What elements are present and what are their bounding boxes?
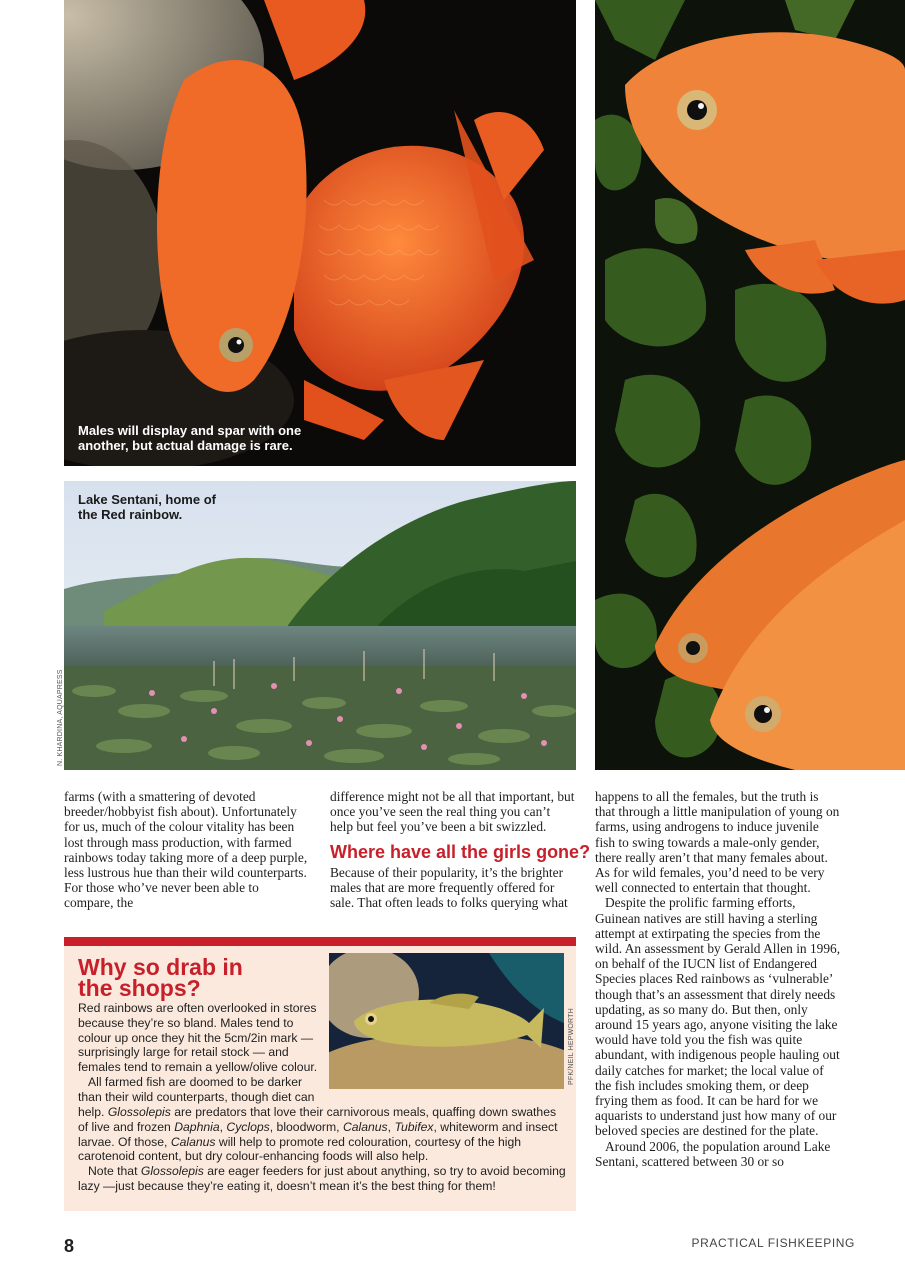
- caption-line: Males will display and spar with one: [78, 423, 302, 438]
- food-name: Tubifex: [394, 1119, 434, 1134]
- caption-line: the Red rainbow.: [78, 507, 183, 522]
- body-paragraph: happens to all the females, but the truth is that through a little manipulation of young on farms, using androgens to induce juvenile fish to swing towards a male-only gender, there really aren’t that many females about. As for wild females, you’d need to be very well connected to entertain that thought.: [595, 789, 840, 896]
- box-paragraph: Red rainbows are often overlooked in stores because they’re so bland. Males tend to colour up once they hit the 5cm/2in mark — surprisingly large for retail stock — and females tend to remain a yellow/olive colour.: [78, 1001, 318, 1075]
- column-2-text: [330, 789, 576, 835]
- food-name: Calanus: [170, 1134, 216, 1149]
- body-paragraph: Around 2006, the population around Lake Sentani, scattered between 30 or so: [595, 1138, 831, 1169]
- text-run: are predators that love their carnivorous meals, quaffing down swathes of live and frozen: [78, 1105, 557, 1134]
- red-rainbow-group-photo: [595, 0, 905, 770]
- lake-photo-credit: N. KHARDINA, AQUAPRESS: [57, 669, 64, 766]
- box-title-line: Why so drab in: [78, 954, 243, 980]
- lake-sentani-photo: [64, 481, 576, 770]
- food-name: Cyclops: [226, 1119, 270, 1134]
- column-1-text: [64, 789, 310, 911]
- column-3-text: [595, 789, 841, 1169]
- food-name: Daphnia: [174, 1119, 220, 1134]
- caption-line: Lake Sentani, home of: [78, 492, 216, 507]
- box-paragraph: help. Glossolepis are predators that love their carnivorous meals, quaffing down swathes of live and frozen Daphnia, Cyclops, bloodworm, Calanus, Tubifex, whiteworm and insect larvae. Of those, Calanus will help to promote red colouration, courtesy of the high carotenoid content, but dry colour-enhancing foods will also help.: [78, 1105, 558, 1164]
- drab-in-shops-box: [64, 937, 576, 1211]
- drab-photo-credit: PFK/NEIL HEPWORTH: [568, 1008, 575, 1085]
- drab-fish-photo: [329, 953, 564, 1089]
- box-title: [78, 954, 308, 1001]
- text-run: , bloodworm,: [269, 1119, 340, 1134]
- body-paragraph: Despite the prolific farming efforts, Guinean natives are still having a sterling attempt at extirpating the species from the wild. An assessment by Gerald Allen in 1996, on behalf of the IUCN list of Endangered Species places Red rainbows as ‘vulnerable’ though that’s an assessment that direly needs updating, as so many do. But then, only around 15 years ago, anyone visiting the lake would have told you the fish was quite abundant, with indigenous people hauling out daily catches for market; the local value of the fish includes smoking them, or deep frying them as food. It can be hard for we aquarists to understand just how many of our beloved species are destined for the plate.: [595, 895, 841, 1139]
- section-heading-girls: Where have all the girls gone?: [330, 842, 591, 862]
- genus-name: Glossolepis: [107, 1105, 171, 1119]
- males-sparring-photo: [64, 0, 576, 466]
- magazine-name: PRACTICAL FISHKEEPING: [691, 1236, 855, 1250]
- page-number: 8: [64, 1236, 75, 1256]
- text-run: will help to promote red colouration, courtesy of the high carotenoid content, but dry colour-enhancing foods will also help.: [78, 1134, 522, 1164]
- food-name: Calanus: [342, 1119, 388, 1134]
- box-text-full: [78, 1105, 566, 1194]
- body-paragraph: Because of their popularity, it’s the brighter males that are more frequently offered for sale. That often leads to folks querying what: [330, 865, 568, 911]
- text-run: , whiteworm and insect larvae. Of those,: [78, 1119, 558, 1149]
- body-paragraph: difference might not be all that important, but once you’ve seen the real thing you can’t help but feel you’ve been a bit swizzled.: [330, 789, 575, 835]
- box-paragraph: [78, 1164, 566, 1194]
- males-photo-caption: [78, 423, 301, 453]
- column-2-text-continued: [330, 865, 576, 911]
- box-text-intro: [78, 1001, 318, 1105]
- text-run: are eager feeders for just about anything, so try to avoid becoming lazy —just because they’re eating it, doesn’t mean it’s the best thing for them!: [78, 1164, 566, 1193]
- box-paragraph: All farmed fish are doomed to be darker than their wild counterparts, though diet can: [78, 1074, 315, 1104]
- lake-photo-caption: [78, 492, 216, 522]
- body-paragraph: farms (with a smattering of devoted breeder/hobbyist fish about). Unfortunately for us, much of the colour vitality has been lost through mass production, with farmed rainbows today taking more of a deep purple, less lustrous hue than their wild counterparts. For those who’ve never been able to compare, the: [64, 789, 308, 911]
- box-accent-bar: [64, 937, 576, 946]
- text-run: help.: [78, 1105, 105, 1119]
- box-title-line: the shops?: [78, 975, 201, 1001]
- text-run: Note that: [88, 1164, 138, 1179]
- caption-line: another, but actual damage is rare.: [78, 438, 293, 453]
- genus-name: Glossolepis: [140, 1164, 204, 1179]
